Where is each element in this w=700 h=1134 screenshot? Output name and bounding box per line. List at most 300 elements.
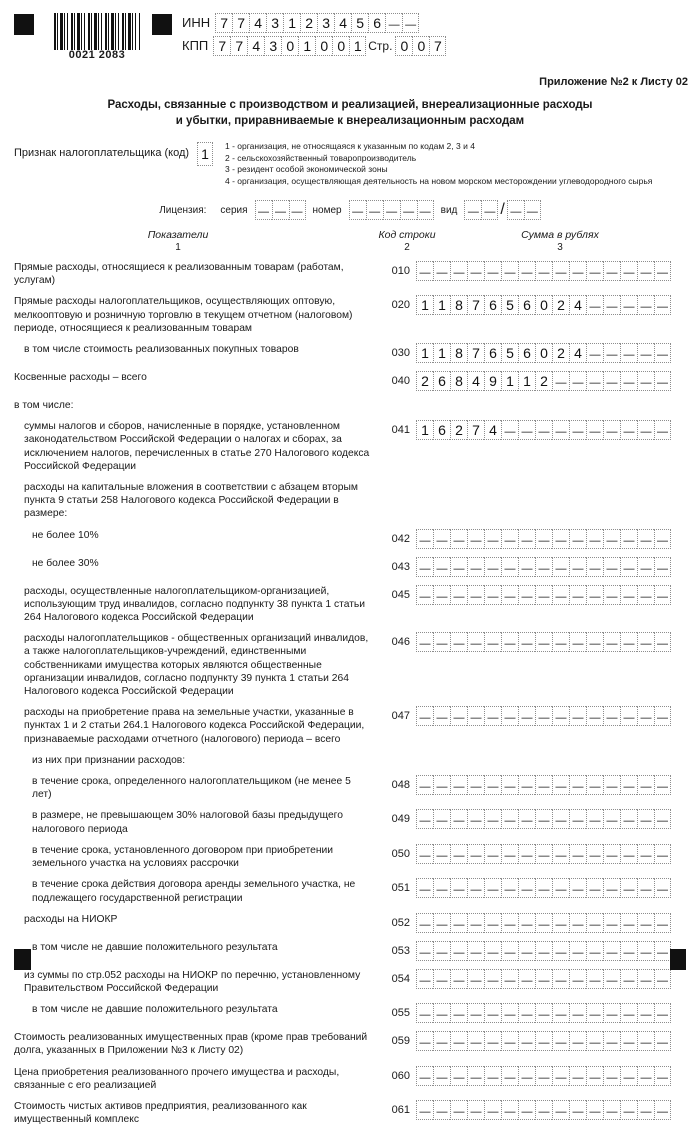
char-cell[interactable] bbox=[416, 1031, 433, 1051]
char-cell[interactable]: 8 bbox=[450, 295, 467, 315]
char-cell[interactable] bbox=[255, 200, 272, 220]
char-cell[interactable] bbox=[637, 420, 654, 440]
char-cell[interactable]: 1 bbox=[518, 371, 535, 391]
char-cell[interactable] bbox=[654, 295, 671, 315]
char-cell[interactable] bbox=[450, 913, 467, 933]
char-cell[interactable]: 2 bbox=[552, 295, 569, 315]
char-cell[interactable] bbox=[501, 706, 518, 726]
char-cell[interactable]: 2 bbox=[416, 371, 433, 391]
char-cell[interactable] bbox=[569, 371, 586, 391]
char-cell[interactable] bbox=[569, 1003, 586, 1023]
char-cell[interactable] bbox=[484, 1031, 501, 1051]
char-cell[interactable] bbox=[484, 878, 501, 898]
char-cell[interactable] bbox=[433, 969, 450, 989]
char-cell[interactable] bbox=[569, 844, 586, 864]
char-cell[interactable] bbox=[654, 261, 671, 281]
char-cell[interactable] bbox=[467, 844, 484, 864]
char-cell[interactable] bbox=[603, 371, 620, 391]
char-cell[interactable] bbox=[518, 706, 535, 726]
char-cell[interactable] bbox=[586, 557, 603, 577]
char-cell[interactable] bbox=[484, 969, 501, 989]
char-cell[interactable] bbox=[383, 200, 400, 220]
char-cell[interactable] bbox=[586, 632, 603, 652]
char-cell[interactable] bbox=[450, 1003, 467, 1023]
char-cell[interactable] bbox=[467, 878, 484, 898]
char-cell[interactable] bbox=[518, 632, 535, 652]
char-cell[interactable] bbox=[654, 1066, 671, 1086]
char-cell[interactable] bbox=[501, 529, 518, 549]
char-cell[interactable] bbox=[501, 632, 518, 652]
char-cell[interactable] bbox=[620, 941, 637, 961]
char-cell[interactable] bbox=[501, 557, 518, 577]
char-cell[interactable] bbox=[467, 913, 484, 933]
char-cell[interactable] bbox=[654, 844, 671, 864]
char-cell[interactable] bbox=[484, 706, 501, 726]
char-cell[interactable] bbox=[552, 1003, 569, 1023]
char-cell[interactable] bbox=[586, 844, 603, 864]
char-cell[interactable] bbox=[433, 557, 450, 577]
char-cell[interactable]: 4 bbox=[569, 295, 586, 315]
char-cell[interactable] bbox=[484, 941, 501, 961]
char-cell[interactable] bbox=[501, 585, 518, 605]
char-cell[interactable] bbox=[637, 913, 654, 933]
char-cell[interactable] bbox=[467, 557, 484, 577]
char-cell[interactable]: 0 bbox=[315, 36, 332, 56]
char-cell[interactable] bbox=[654, 941, 671, 961]
char-cell[interactable] bbox=[586, 1066, 603, 1086]
char-cell[interactable] bbox=[433, 529, 450, 549]
char-cell[interactable] bbox=[620, 632, 637, 652]
char-cell[interactable] bbox=[603, 913, 620, 933]
char-cell[interactable]: 1 bbox=[416, 343, 433, 363]
inn-input[interactable] bbox=[215, 13, 419, 33]
char-cell[interactable]: 5 bbox=[501, 343, 518, 363]
char-cell[interactable] bbox=[467, 941, 484, 961]
form-row-value-input[interactable] bbox=[416, 632, 671, 652]
char-cell[interactable]: 6 bbox=[433, 371, 450, 391]
char-cell[interactable] bbox=[654, 913, 671, 933]
char-cell[interactable] bbox=[467, 809, 484, 829]
char-cell[interactable]: 4 bbox=[249, 13, 266, 33]
char-cell[interactable] bbox=[586, 1003, 603, 1023]
char-cell[interactable] bbox=[552, 775, 569, 795]
char-cell[interactable] bbox=[433, 1031, 450, 1051]
char-cell[interactable] bbox=[603, 809, 620, 829]
char-cell[interactable]: 6 bbox=[368, 13, 385, 33]
char-cell[interactable] bbox=[433, 632, 450, 652]
char-cell[interactable]: 7 bbox=[467, 343, 484, 363]
char-cell[interactable]: 4 bbox=[247, 36, 264, 56]
char-cell[interactable] bbox=[569, 706, 586, 726]
char-cell[interactable] bbox=[620, 585, 637, 605]
char-cell[interactable] bbox=[416, 941, 433, 961]
char-cell[interactable] bbox=[416, 632, 433, 652]
char-cell[interactable] bbox=[637, 295, 654, 315]
char-cell[interactable] bbox=[484, 1003, 501, 1023]
char-cell[interactable] bbox=[603, 1066, 620, 1086]
char-cell[interactable] bbox=[484, 261, 501, 281]
char-cell[interactable] bbox=[603, 878, 620, 898]
char-cell[interactable] bbox=[518, 844, 535, 864]
char-cell[interactable] bbox=[501, 1066, 518, 1086]
char-cell[interactable] bbox=[637, 1066, 654, 1086]
char-cell[interactable]: 7 bbox=[232, 13, 249, 33]
char-cell[interactable] bbox=[416, 878, 433, 898]
char-cell[interactable] bbox=[417, 200, 434, 220]
char-cell[interactable] bbox=[501, 913, 518, 933]
char-cell[interactable] bbox=[569, 941, 586, 961]
char-cell[interactable] bbox=[654, 878, 671, 898]
char-cell[interactable] bbox=[603, 969, 620, 989]
char-cell[interactable] bbox=[586, 969, 603, 989]
char-cell[interactable] bbox=[603, 343, 620, 363]
char-cell[interactable] bbox=[552, 706, 569, 726]
char-cell[interactable] bbox=[586, 371, 603, 391]
char-cell[interactable] bbox=[518, 1003, 535, 1023]
char-cell[interactable] bbox=[416, 775, 433, 795]
char-cell[interactable] bbox=[501, 941, 518, 961]
char-cell[interactable] bbox=[433, 1066, 450, 1086]
char-cell[interactable] bbox=[518, 261, 535, 281]
char-cell[interactable] bbox=[552, 557, 569, 577]
char-cell[interactable] bbox=[416, 529, 433, 549]
char-cell[interactable] bbox=[552, 585, 569, 605]
char-cell[interactable]: 7 bbox=[215, 13, 232, 33]
form-row-value-input[interactable] bbox=[416, 295, 671, 315]
char-cell[interactable] bbox=[603, 941, 620, 961]
char-cell[interactable] bbox=[552, 1100, 569, 1120]
char-cell[interactable]: 4 bbox=[334, 13, 351, 33]
form-row-value-input[interactable] bbox=[416, 261, 671, 281]
char-cell[interactable] bbox=[484, 632, 501, 652]
char-cell[interactable]: 9 bbox=[484, 371, 501, 391]
char-cell[interactable] bbox=[535, 941, 552, 961]
char-cell[interactable] bbox=[484, 913, 501, 933]
form-row-value-input[interactable] bbox=[416, 529, 671, 549]
char-cell[interactable] bbox=[464, 200, 481, 220]
char-cell[interactable] bbox=[569, 261, 586, 281]
char-cell[interactable] bbox=[620, 1066, 637, 1086]
char-cell[interactable] bbox=[518, 529, 535, 549]
form-row-value-input[interactable] bbox=[416, 1031, 671, 1051]
char-cell[interactable] bbox=[637, 809, 654, 829]
char-cell[interactable] bbox=[637, 706, 654, 726]
char-cell[interactable] bbox=[535, 775, 552, 795]
char-cell[interactable]: 7 bbox=[230, 36, 247, 56]
char-cell[interactable]: 8 bbox=[450, 343, 467, 363]
char-cell[interactable]: 4 bbox=[467, 371, 484, 391]
char-cell[interactable] bbox=[467, 1066, 484, 1086]
char-cell[interactable] bbox=[501, 261, 518, 281]
form-row-value-input[interactable] bbox=[416, 809, 671, 829]
form-row-value-input[interactable] bbox=[416, 1003, 671, 1023]
char-cell[interactable] bbox=[552, 1066, 569, 1086]
char-cell[interactable] bbox=[416, 557, 433, 577]
char-cell[interactable]: 8 bbox=[450, 371, 467, 391]
char-cell[interactable] bbox=[416, 1003, 433, 1023]
char-cell[interactable] bbox=[501, 844, 518, 864]
char-cell[interactable] bbox=[416, 585, 433, 605]
char-cell[interactable] bbox=[569, 632, 586, 652]
char-cell[interactable] bbox=[586, 1100, 603, 1120]
char-cell[interactable] bbox=[637, 1003, 654, 1023]
char-cell[interactable] bbox=[535, 632, 552, 652]
char-cell[interactable] bbox=[552, 941, 569, 961]
char-cell[interactable]: 3 bbox=[266, 13, 283, 33]
char-cell[interactable] bbox=[518, 969, 535, 989]
char-cell[interactable]: 1 bbox=[433, 295, 450, 315]
char-cell[interactable] bbox=[552, 261, 569, 281]
char-cell[interactable] bbox=[272, 200, 289, 220]
char-cell[interactable] bbox=[400, 200, 417, 220]
char-cell[interactable] bbox=[654, 706, 671, 726]
char-cell[interactable] bbox=[569, 1066, 586, 1086]
char-cell[interactable] bbox=[416, 261, 433, 281]
license-kind-input-left[interactable] bbox=[464, 200, 498, 220]
char-cell[interactable] bbox=[620, 529, 637, 549]
char-cell[interactable] bbox=[654, 1100, 671, 1120]
char-cell[interactable] bbox=[433, 706, 450, 726]
char-cell[interactable] bbox=[467, 706, 484, 726]
char-cell[interactable] bbox=[467, 261, 484, 281]
form-row-value-input[interactable] bbox=[416, 706, 671, 726]
char-cell[interactable] bbox=[603, 1003, 620, 1023]
char-cell[interactable] bbox=[518, 1066, 535, 1086]
char-cell[interactable] bbox=[620, 844, 637, 864]
char-cell[interactable] bbox=[450, 1066, 467, 1086]
char-cell[interactable]: 7 bbox=[213, 36, 230, 56]
char-cell[interactable] bbox=[620, 878, 637, 898]
char-cell[interactable] bbox=[637, 1031, 654, 1051]
char-cell[interactable] bbox=[450, 261, 467, 281]
char-cell[interactable] bbox=[501, 420, 518, 440]
char-cell[interactable] bbox=[620, 1003, 637, 1023]
char-cell[interactable] bbox=[569, 775, 586, 795]
char-cell[interactable] bbox=[569, 969, 586, 989]
char-cell[interactable] bbox=[535, 261, 552, 281]
form-row-value-input[interactable] bbox=[416, 878, 671, 898]
char-cell[interactable]: 1 bbox=[349, 36, 366, 56]
char-cell[interactable] bbox=[535, 706, 552, 726]
char-cell[interactable] bbox=[467, 585, 484, 605]
char-cell[interactable] bbox=[569, 809, 586, 829]
char-cell[interactable] bbox=[586, 913, 603, 933]
taxpayer-sign-input[interactable] bbox=[197, 142, 213, 166]
form-row-value-input[interactable] bbox=[416, 1066, 671, 1086]
char-cell[interactable]: 6 bbox=[518, 343, 535, 363]
char-cell[interactable]: 3 bbox=[317, 13, 334, 33]
char-cell[interactable] bbox=[467, 632, 484, 652]
form-row-value-input[interactable] bbox=[416, 775, 671, 795]
char-cell[interactable] bbox=[518, 420, 535, 440]
char-cell[interactable] bbox=[450, 1100, 467, 1120]
char-cell[interactable] bbox=[518, 913, 535, 933]
char-cell[interactable]: 1 bbox=[416, 295, 433, 315]
char-cell[interactable] bbox=[484, 1066, 501, 1086]
char-cell[interactable] bbox=[637, 941, 654, 961]
char-cell[interactable] bbox=[552, 371, 569, 391]
char-cell[interactable] bbox=[535, 878, 552, 898]
char-cell[interactable] bbox=[484, 809, 501, 829]
char-cell[interactable] bbox=[501, 775, 518, 795]
char-cell[interactable] bbox=[637, 844, 654, 864]
char-cell[interactable] bbox=[518, 557, 535, 577]
char-cell[interactable] bbox=[603, 585, 620, 605]
char-cell[interactable]: 0 bbox=[535, 343, 552, 363]
form-row-value-input[interactable] bbox=[416, 343, 671, 363]
char-cell[interactable] bbox=[518, 775, 535, 795]
char-cell[interactable] bbox=[385, 13, 402, 33]
char-cell[interactable] bbox=[433, 775, 450, 795]
char-cell[interactable] bbox=[518, 809, 535, 829]
char-cell[interactable] bbox=[586, 1031, 603, 1051]
char-cell[interactable] bbox=[603, 775, 620, 795]
char-cell[interactable] bbox=[535, 1100, 552, 1120]
char-cell[interactable]: 0 bbox=[412, 36, 429, 56]
char-cell[interactable]: 5 bbox=[501, 295, 518, 315]
char-cell[interactable] bbox=[416, 969, 433, 989]
char-cell[interactable]: 0 bbox=[535, 295, 552, 315]
char-cell[interactable] bbox=[450, 941, 467, 961]
char-cell[interactable] bbox=[637, 343, 654, 363]
char-cell[interactable] bbox=[535, 969, 552, 989]
char-cell[interactable] bbox=[586, 529, 603, 549]
form-row-value-input[interactable] bbox=[416, 969, 671, 989]
char-cell[interactable] bbox=[569, 557, 586, 577]
char-cell[interactable] bbox=[433, 844, 450, 864]
char-cell[interactable]: 4 bbox=[484, 420, 501, 440]
char-cell[interactable] bbox=[416, 1066, 433, 1086]
char-cell[interactable] bbox=[586, 343, 603, 363]
char-cell[interactable] bbox=[416, 706, 433, 726]
char-cell[interactable] bbox=[654, 1003, 671, 1023]
char-cell[interactable] bbox=[654, 343, 671, 363]
char-cell[interactable] bbox=[535, 557, 552, 577]
form-row-value-input[interactable] bbox=[416, 844, 671, 864]
char-cell[interactable] bbox=[467, 775, 484, 795]
char-cell[interactable] bbox=[637, 969, 654, 989]
char-cell[interactable] bbox=[603, 706, 620, 726]
form-row-value-input[interactable] bbox=[416, 585, 671, 605]
char-cell[interactable] bbox=[501, 1003, 518, 1023]
char-cell[interactable]: 0 bbox=[281, 36, 298, 56]
char-cell[interactable] bbox=[637, 775, 654, 795]
char-cell[interactable]: 1 bbox=[283, 13, 300, 33]
char-cell[interactable] bbox=[501, 1100, 518, 1120]
license-series-input[interactable] bbox=[255, 200, 306, 220]
char-cell[interactable] bbox=[467, 1003, 484, 1023]
char-cell[interactable] bbox=[535, 1003, 552, 1023]
license-number-input[interactable] bbox=[349, 200, 434, 220]
char-cell[interactable] bbox=[620, 371, 637, 391]
char-cell[interactable] bbox=[603, 1031, 620, 1051]
char-cell[interactable] bbox=[349, 200, 366, 220]
char-cell[interactable] bbox=[450, 775, 467, 795]
char-cell[interactable]: 7 bbox=[429, 36, 446, 56]
char-cell[interactable]: 1 bbox=[433, 343, 450, 363]
char-cell[interactable] bbox=[603, 1100, 620, 1120]
char-cell[interactable]: 5 bbox=[351, 13, 368, 33]
char-cell[interactable] bbox=[586, 878, 603, 898]
char-cell[interactable] bbox=[450, 809, 467, 829]
char-cell[interactable] bbox=[552, 809, 569, 829]
char-cell[interactable] bbox=[569, 1100, 586, 1120]
char-cell[interactable] bbox=[501, 1031, 518, 1051]
char-cell[interactable] bbox=[586, 809, 603, 829]
char-cell[interactable] bbox=[654, 632, 671, 652]
char-cell[interactable] bbox=[654, 969, 671, 989]
char-cell[interactable] bbox=[603, 420, 620, 440]
char-cell[interactable] bbox=[518, 585, 535, 605]
char-cell[interactable] bbox=[433, 809, 450, 829]
char-cell[interactable]: 6 bbox=[484, 295, 501, 315]
char-cell[interactable] bbox=[603, 844, 620, 864]
form-row-value-input[interactable] bbox=[416, 371, 671, 391]
page-number-input[interactable] bbox=[395, 36, 446, 56]
char-cell[interactable] bbox=[450, 878, 467, 898]
char-cell[interactable]: 0 bbox=[332, 36, 349, 56]
char-cell[interactable] bbox=[620, 295, 637, 315]
char-cell[interactable] bbox=[402, 13, 419, 33]
char-cell[interactable] bbox=[484, 844, 501, 864]
char-cell[interactable] bbox=[552, 1031, 569, 1051]
char-cell[interactable] bbox=[450, 529, 467, 549]
char-cell[interactable] bbox=[569, 1031, 586, 1051]
char-cell[interactable] bbox=[416, 809, 433, 829]
char-cell[interactable] bbox=[569, 529, 586, 549]
char-cell[interactable] bbox=[654, 371, 671, 391]
char-cell[interactable] bbox=[637, 632, 654, 652]
char-cell[interactable]: 0 bbox=[395, 36, 412, 56]
char-cell[interactable] bbox=[586, 941, 603, 961]
char-cell[interactable]: 1 bbox=[416, 420, 433, 440]
char-cell[interactable]: 2 bbox=[300, 13, 317, 33]
char-cell[interactable] bbox=[603, 261, 620, 281]
char-cell[interactable] bbox=[366, 200, 383, 220]
char-cell[interactable] bbox=[484, 775, 501, 795]
char-cell[interactable] bbox=[450, 585, 467, 605]
form-row-value-input[interactable] bbox=[416, 1100, 671, 1120]
char-cell[interactable] bbox=[507, 200, 524, 220]
char-cell[interactable]: 7 bbox=[467, 295, 484, 315]
char-cell[interactable] bbox=[535, 1066, 552, 1086]
char-cell[interactable] bbox=[654, 1031, 671, 1051]
char-cell[interactable] bbox=[552, 529, 569, 549]
char-cell[interactable]: 1 bbox=[197, 142, 213, 166]
char-cell[interactable] bbox=[484, 585, 501, 605]
char-cell[interactable] bbox=[518, 878, 535, 898]
char-cell[interactable] bbox=[620, 809, 637, 829]
char-cell[interactable] bbox=[433, 1100, 450, 1120]
char-cell[interactable] bbox=[569, 913, 586, 933]
char-cell[interactable] bbox=[535, 1031, 552, 1051]
char-cell[interactable] bbox=[450, 844, 467, 864]
char-cell[interactable] bbox=[637, 529, 654, 549]
char-cell[interactable] bbox=[484, 529, 501, 549]
char-cell[interactable] bbox=[620, 343, 637, 363]
char-cell[interactable] bbox=[620, 969, 637, 989]
char-cell[interactable] bbox=[586, 585, 603, 605]
char-cell[interactable] bbox=[637, 371, 654, 391]
form-row-value-input[interactable] bbox=[416, 557, 671, 577]
char-cell[interactable] bbox=[433, 261, 450, 281]
char-cell[interactable] bbox=[535, 913, 552, 933]
form-row-value-input[interactable] bbox=[416, 913, 671, 933]
license-kind-input-right[interactable] bbox=[507, 200, 541, 220]
char-cell[interactable]: 2 bbox=[450, 420, 467, 440]
char-cell[interactable]: 3 bbox=[264, 36, 281, 56]
char-cell[interactable] bbox=[552, 632, 569, 652]
